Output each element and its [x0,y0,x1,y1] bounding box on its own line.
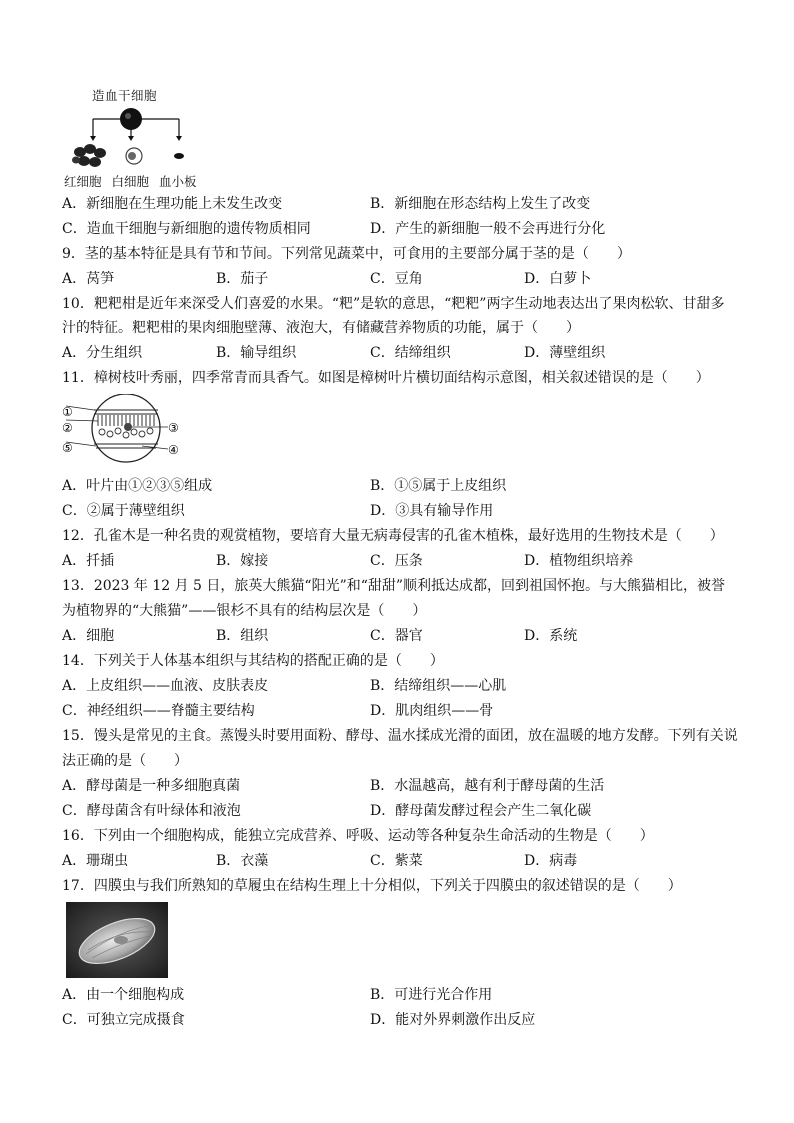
q12-option-c: C．压条 [370,553,423,569]
q14-option-d: D．肌肉组织——骨 [370,703,494,719]
figure-leaf-cross-section [62,394,192,470]
q10-stem-line2: 汁的特征。粑粑柑的果肉细胞壁薄、液泡大，有储藏营养物质的功能，属于（ ） [62,320,580,336]
q11-option-a: A．叶片由①②③⑤组成 [62,478,213,494]
q11-option-c: C．②属于薄壁组织 [62,503,185,519]
platelet-icon [174,153,184,159]
q14-stem: 14．下列关于人体基本组织与其结构的搭配正确的是（ ） [62,653,444,669]
q14-option-b: B．结缔组织——心肌 [370,678,507,694]
q8-option-d: D．产生的新细胞一般不会再进行分化 [370,221,606,237]
q9-stem: 9．茎的基本特征是具有节和节间。下列常见蔬菜中，可食用的主要部分属于茎的是（ ） [62,246,631,262]
q15-option-d: D．酵母菌发酵过程会产生二氧化碳 [370,803,592,819]
q17-option-c: C．可独立完成摄食 [62,1012,185,1028]
label-white-cell: 白细胞 [111,174,150,189]
q9-option-a: A．莴笋 [62,271,115,287]
stem-cell-icon [120,108,142,130]
tetrahymena-micrograph [66,902,168,978]
leaf-label-4: ④ [168,443,179,457]
q13-option-b: B．组织 [216,628,269,644]
q10-option-c: C．结缔组织 [370,345,451,361]
red-blood-cell-icon [72,144,106,167]
q16-option-d: D．病毒 [524,853,578,869]
q10-option-d: D．薄壁组织 [524,345,606,361]
q17-option-d: D．能对外界刺激作出反应 [370,1012,536,1028]
figure-caption: 造血干细胞 [92,88,158,103]
q16-option-b: B．衣藻 [216,853,269,869]
q10-option-a: A．分生组织 [62,345,143,361]
q17-option-b: B．可进行光合作用 [370,987,493,1003]
leaf-label-2: ② [62,421,73,435]
leaf-label-1: ① [62,405,73,419]
q17-stem: 17．四膜虫与我们所熟知的草履虫在结构生理上十分相似，下列关于四膜虫的叙述错误的是（ ） [62,878,682,894]
q8-option-a: A．新细胞在生理功能上未发生改变 [62,196,283,212]
q15-option-a: A．酵母菌是一种多细胞真菌 [62,778,241,794]
q13-option-c: C．器官 [370,628,423,644]
q13-stem-line1: 13．2023 年 12 月 5 日，旅英大熊猫“阳光”和“甜甜”顺利抵达成都，回到祖国怀抱。与大熊猫相比，被誉 [62,578,726,594]
figure-tetrahymena-photo [66,902,168,978]
figure-blood-stem-cell [62,86,197,190]
q15-stem-line1: 15．馒头是常见的主食。蒸馒头时要用面粉、酵母、温水揉成光滑的面团，放在温暖的地方发酵。下列有关说 [62,728,738,744]
q15-stem-line2: 法正确的是（ ） [62,753,188,769]
q13-option-d: D．系统 [524,628,578,644]
q10-stem-line1: 10．粑粑柑是近年来深受人们喜爱的水果。“粑”是软的意思，“粑粑”两字生动地表达出了果肉松软、甘甜多 [62,296,725,312]
label-red-cell: 红细胞 [64,174,102,189]
label-platelet: 血小板 [159,174,197,189]
q15-option-c: C．酵母菌含有叶绿体和液泡 [62,803,241,819]
q12-option-b: B．嫁接 [216,553,269,569]
leaf-cross-section-diagram [62,394,192,470]
q11-option-b: B．①⑤属于上皮组织 [370,478,507,494]
q17-option-a: A．由一个细胞构成 [62,987,185,1003]
q15-option-b: B．水温越高，越有利于酵母菌的生活 [370,778,605,794]
q14-option-c: C．神经组织——脊髓主要结构 [62,703,255,719]
q16-stem: 16．下列由一个细胞构成，能独立完成营养、呼吸、运动等各种复杂生命活动的生物是（ ） [62,828,654,844]
q9-option-b: B．茄子 [216,271,269,287]
q16-option-c: C．紫菜 [370,853,423,869]
q16-option-a: A．珊瑚虫 [62,853,129,869]
q14-option-a: A．上皮组织——血液、皮肤表皮 [62,678,269,694]
leaf-label-3: ③ [168,421,179,435]
blood-cell-diagram [62,86,192,172]
q11-option-d: D．③具有输导作用 [370,503,494,519]
q12-option-d: D．植物组织培养 [524,553,634,569]
q10-option-b: B．输导组织 [216,345,297,361]
q13-option-a: A．细胞 [62,628,115,644]
q11-stem: 11．樟树枝叶秀丽，四季常青而具香气。如图是樟树叶片横切面结构示意图，相关叙述错误的是（ ） [62,370,710,386]
q8-option-b: B．新细胞在形态结构上发生了改变 [370,196,591,212]
leaf-label-5: ⑤ [62,441,73,455]
figure-labels [64,172,203,190]
q12-option-a: A．扦插 [62,553,115,569]
q9-option-c: C．豆角 [370,271,423,287]
q9-option-d: D．白萝卜 [524,271,592,287]
q8-option-c: C．造血干细胞与新细胞的遗传物质相同 [62,221,311,237]
white-blood-cell-icon [126,148,142,164]
q12-stem: 12．孔雀木是一种名贵的观赏植物，要培育大量无病毒侵害的孔雀木植株，最好选用的生物技术是（ ） [62,528,724,544]
q13-stem-line2: 为植物界的“大熊猫”——银杉不具有的结构层次是（ ） [62,603,427,619]
